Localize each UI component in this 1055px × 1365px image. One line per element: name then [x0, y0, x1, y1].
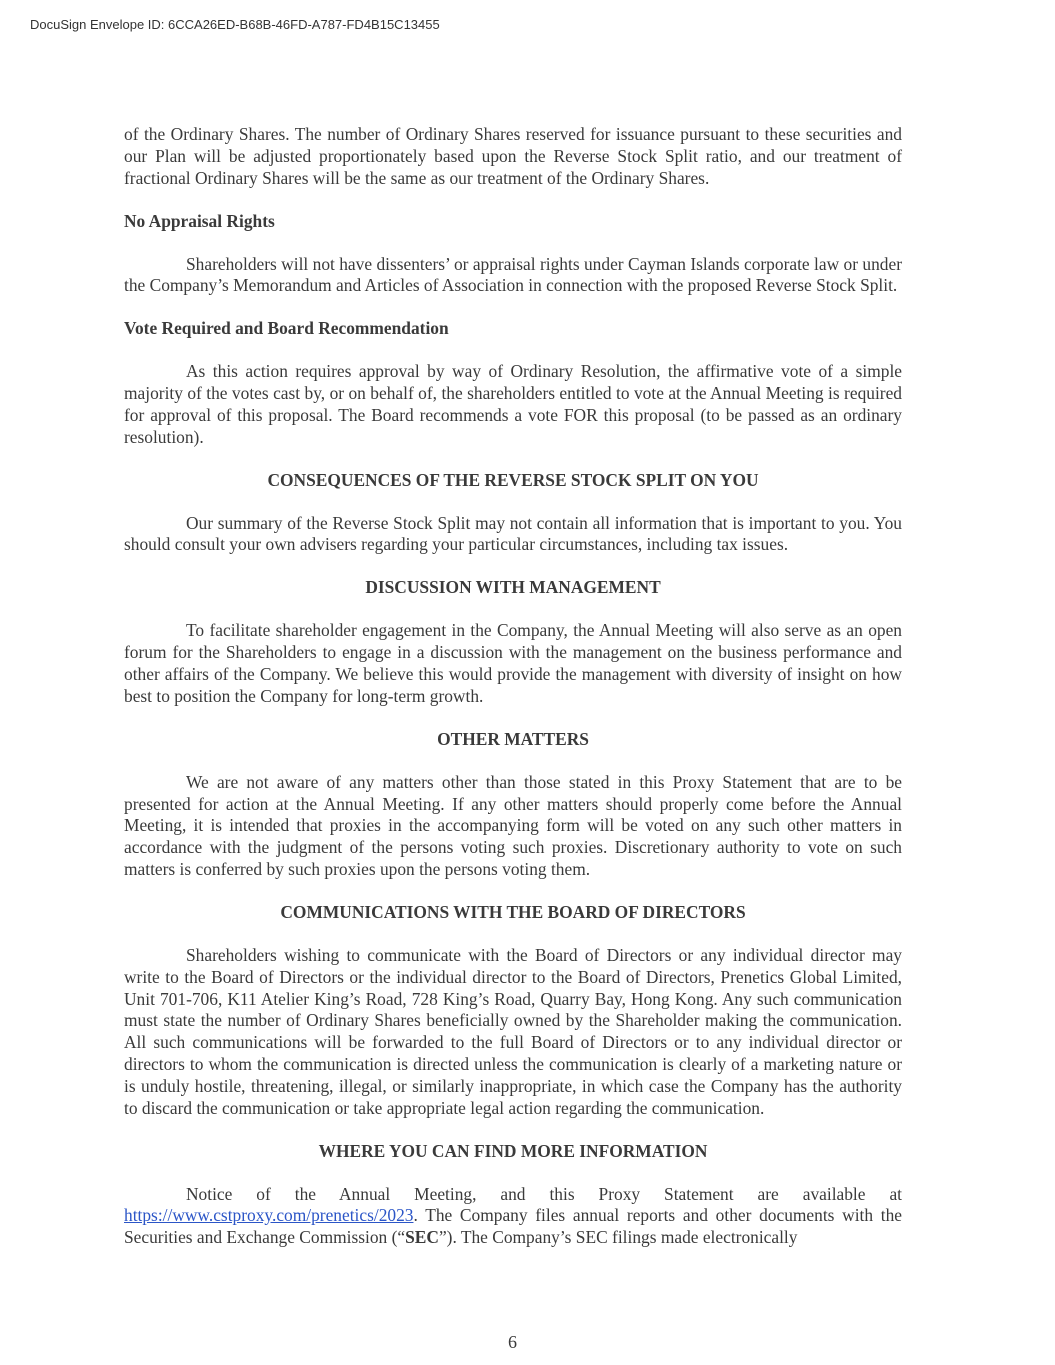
more-info-heading: WHERE YOU CAN FIND MORE INFORMATION: [318, 1140, 708, 1161]
page-number: 6: [508, 1332, 517, 1352]
more-info-text-before: Notice of the Annual Meeting, and this Proxy Statement are available at: [186, 1183, 902, 1204]
other-matters-paragraph: We are not aware of any matters other than those stated in this Proxy Statement that are to be presented for action at the Annual Meeting. If any other matters should properly come before the Annual Meeting, it is intended that proxies in the accompanying form will be voted on any such other matters in accordance with the judgment of the persons voting such proxies. Discretionary authority to vote on such matters is conferred by such proxies upon the persons voting them.: [124, 771, 902, 879]
vote-paragraph: As this action requires approval by way of Ordinary Resolution, the affirmative vote of a simple majority of the votes cast by, or on behalf of, the shareholders entitled to vote at the Annual Meeting is required for approval of this proposal. The Board recommends a vote FOR this proposal (to be passed as an ordinary resolution).: [124, 361, 902, 447]
consequences-paragraph: Our summary of the Reverse Stock Split may not contain all information that is important to you. You should consult your own advisers regarding your particular circumstances, including tax issues.: [124, 512, 902, 555]
proxy-materials-link[interactable]: https://www.cstproxy.com/prenetics/2023: [124, 1205, 414, 1226]
consequences-heading: CONSEQUENCES OF THE REVERSE STOCK SPLIT ON YOU: [267, 469, 759, 490]
communications-paragraph: Shareholders wishing to communicate with the Board of Directors or any individual director may write to the Board of Directors or the individual director to the Board of Directors, Prenetics Global Limited, Unit 701-706, K11 Atelier King’s Road, 728 King’s Road, Quarry Bay, Hong Kong. Any such communication must state the number of Ordinary Shares beneficially owned by the Shareholder making the communication. All such communications will be forwarded to the full Board of Directors or to any individual director or directors to whom the communication is directed unless the communication is clearly of a marketing nature or is unduly hostile, threatening, illegal, or similarly inappropriate, in which case the Company has the authority to discard the communication or take appropriate legal action regarding the communication.: [124, 944, 902, 1118]
document-body: [124, 124, 902, 1270]
more-info-text-middle: . The Company files annual reports and other documents with the Securities and Exchange Commission (“: [124, 1205, 902, 1248]
other-matters-heading: OTHER MATTERS: [437, 728, 589, 749]
intro-paragraph: of the Ordinary Shares. The number of Ordinary Shares reserved for issuance pursuant to these securities and our Plan will be adjusted proportionately based upon the Reverse Stock Split ratio, and our treatment of fractional Ordinary Shares will be the same as our treatment of the Ordinary Shares.: [124, 124, 902, 188]
discussion-heading: DISCUSSION WITH MANAGEMENT: [365, 577, 661, 598]
docusign-envelope-id: DocuSign Envelope ID: 6CCA26ED-B68B-46FD-A787-FD4B15C13455: [30, 17, 440, 32]
more-info-paragraph: [124, 1184, 902, 1249]
more-info-text-after: ”). The Company’s SEC filings made electronically: [438, 1227, 798, 1248]
communications-heading: COMMUNICATIONS WITH THE BOARD OF DIRECTORS: [280, 901, 746, 922]
appraisal-heading: No Appraisal Rights: [124, 210, 275, 231]
vote-heading: Vote Required and Board Recommendation: [124, 318, 449, 339]
sec-abbreviation: SEC: [405, 1227, 439, 1248]
appraisal-paragraph: Shareholders will not have dissenters’ or appraisal rights under Cayman Islands corporate law or under the Company’s Memorandum and Articles of Association in connection with the proposed Reverse Stock Split.: [124, 253, 902, 296]
discussion-paragraph: To facilitate shareholder engagement in the Company, the Annual Meeting will also serve as an open forum for the Shareholders to engage in a discussion with the management on the business performance and other affairs of the Company. We believe this would provide the management with diversity of insight on how best to position the Company for long-term growth.: [124, 620, 902, 706]
